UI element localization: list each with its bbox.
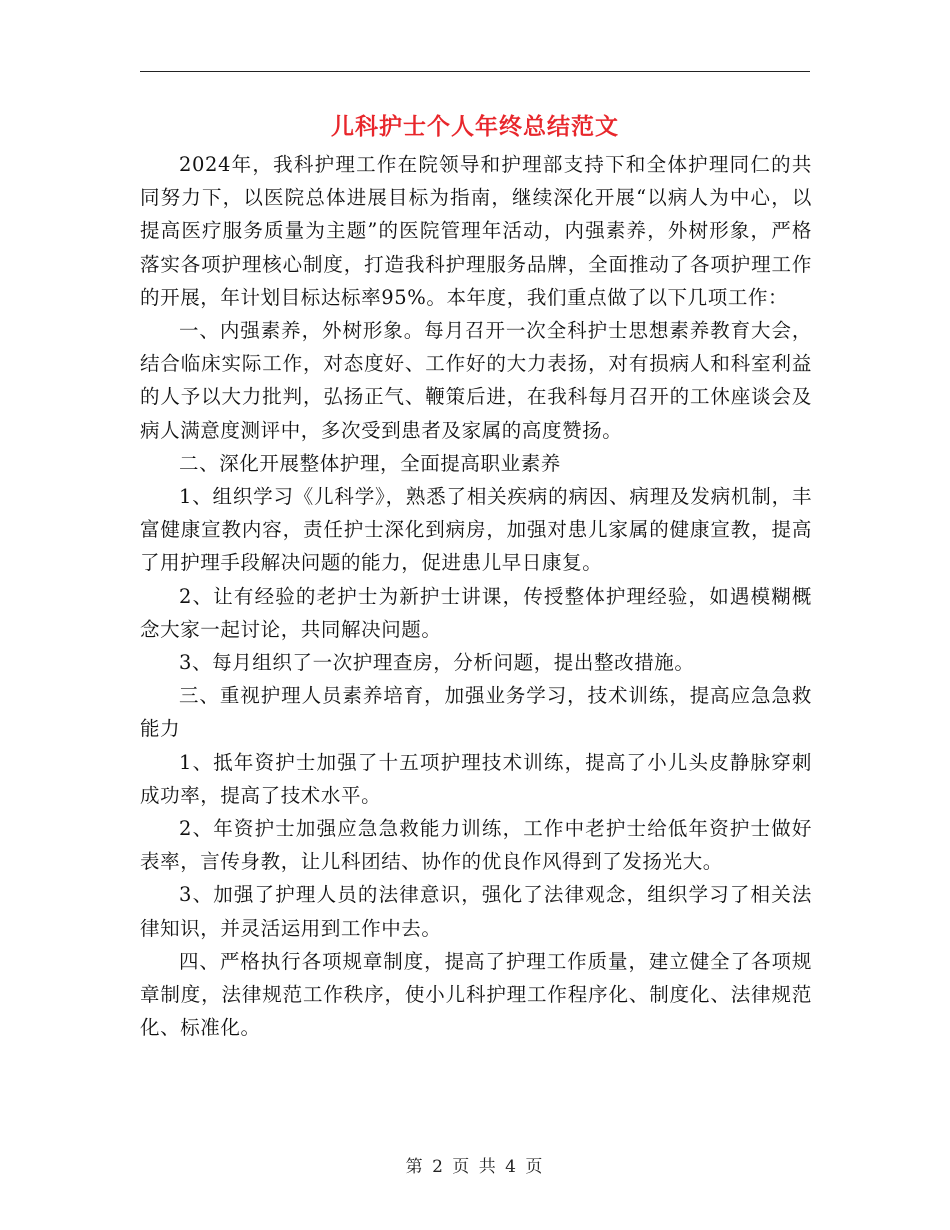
paragraph-section-2-heading: 二、深化开展整体护理，全面提高职业素养 — [179, 451, 561, 475]
document-title: 儿科护士个人年终总结范文 — [331, 113, 619, 140]
header-rule — [140, 71, 810, 72]
paragraph-section-1: 一、内强素养，外树形象。每月召开一次全科护士思想素养教育大会，结合临床实际工作，对态度好、工作好的大力表扬，对有损病人和科室利益的人予以大力批判，弘扬正气、鞭策后进，在我科每月召开的工休座谈会及病人满意度测评中，多次受到患者及家属的高度赞扬。 — [140, 319, 812, 442]
paragraph-section-3-item-2: 2、年资护士加强应急急救能力训练，工作中老护士给低年资护士做好表率，言传身教，让儿科团结、协作的优良作风得到了发扬光大。 — [140, 817, 812, 874]
document-body — [140, 148, 812, 1044]
page-number-footer: 第 2 页 共 4 页 — [405, 1157, 545, 1177]
paragraph-section-3-item-1: 1、抵年资护士加强了十五项护理技术训练，提高了小儿头皮静脉穿刺成功率，提高了技术水平。 — [140, 750, 812, 807]
paragraph-section-2-item-3: 3、每月组织了一次护理查房，分析问题，提出整改措施。 — [179, 651, 695, 675]
paragraph-section-2-item-2: 2、让有经验的老护士为新护士讲课，传授整体护理经验，如遇模糊概念大家一起讨论，共同解决问题。 — [140, 584, 812, 641]
paragraph-section-3-item-3: 3、加强了护理人员的法律意识，强化了法律观念，组织学习了相关法律知识，并灵活运用到工作中去。 — [140, 883, 812, 940]
paragraph-section-4: 四、严格执行各项规章制度，提高了护理工作质量，建立健全了各项规章制度，法律规范工作秩序，使小儿科护理工作程序化、制度化、法律规范化、标准化。 — [140, 949, 812, 1040]
paragraph-intro: 2024年，我科护理工作在院领导和护理部支持下和全体护理同仁的共同努力下，以医院总体进展目标为指南，继续深化开展“以病人为中心，以提高医疗服务质量为主题”的医院管理年活动，内强素养，外树形象，严格落实各项护理核心制度，打造我科护理服务品牌，全面推动了各项护理工作的开展，年计划目标达标率95%。本年度，我们重点做了以下几项工作： — [140, 153, 812, 309]
paragraph-section-3-heading: 三、重视护理人员素养培育，加强业务学习，技术训练，提高应急急救能力 — [140, 684, 812, 741]
paragraph-section-2-item-1: 1、组织学习《儿科学》，熟悉了相关疾病的病因、病理及发病机制，丰富健康宣教内容，责任护士深化到病房，加强对患儿家属的健康宣教，提高了用护理手段解决问题的能力，促进患儿早日康复。 — [140, 485, 812, 575]
